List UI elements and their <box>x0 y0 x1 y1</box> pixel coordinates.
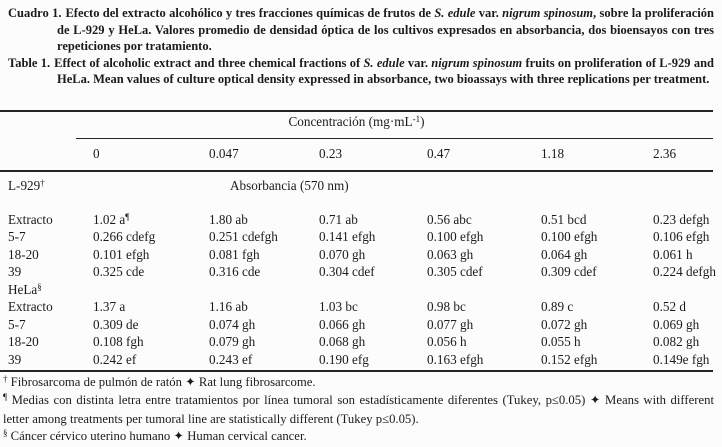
concentration-heading-text: Concentración (mg·mL <box>288 114 413 129</box>
species-name-italic: S. edule <box>434 6 476 20</box>
table-cell: 0.106 efgh <box>653 229 710 244</box>
table-cell: 0.243 ef <box>209 352 253 367</box>
footnote-text: Cáncer cérvico uterino humano ✦ Human cervical cancer. <box>7 429 307 444</box>
table-cell: 0.152 efgh <box>541 352 598 367</box>
section-footnote-marker: § <box>3 427 8 438</box>
table-cell: 0.056 h <box>427 334 467 349</box>
caption-english-text: Effect of alcoholic extract and three chemical fractions of <box>54 55 364 70</box>
section-header-hela <box>0 281 722 298</box>
table-cell: 0.316 cde <box>209 264 261 279</box>
row-label: 39 <box>8 264 22 279</box>
table-cell: 0.066 gh <box>319 317 366 332</box>
table-cell: 1.03 bc <box>319 299 358 314</box>
table-row <box>0 316 722 333</box>
cell-line-name: HeLa <box>8 282 38 297</box>
concentration-heading <box>0 113 713 130</box>
section-footnote-marker: § <box>37 281 42 292</box>
row-label: 5-7 <box>8 229 26 244</box>
section-header-l929 <box>0 177 722 194</box>
pilcrow-footnote-marker: ¶ <box>3 391 8 402</box>
table-cell: 0.100 efgh <box>427 229 484 244</box>
table-cell: 0.52 d <box>653 299 686 314</box>
table-row <box>0 211 722 228</box>
concentration-values-row <box>0 145 722 162</box>
table-cell: 0.055 h <box>541 334 581 349</box>
cell-value: 1.02 a <box>93 212 126 227</box>
caption-english-label: Table 1. <box>8 55 51 70</box>
column-header: 0.47 <box>427 146 451 161</box>
table-cell: 0.077 gh <box>427 317 474 332</box>
table-cell: 0.082 gh <box>653 334 700 349</box>
row-label: Extracto <box>8 212 53 227</box>
species-name-italic: S. edule <box>363 55 405 70</box>
table-cell: 0.251 cdefgh <box>209 229 278 244</box>
table-cell: 0.56 abc <box>427 212 472 227</box>
table-cell: 1.37 a <box>93 299 126 314</box>
footnote-text: Medias con distinta letra entre tratamientos por línea tumoral son estadísticamente diferentes (Tukey, p≤0.05) ✦ Means with different letter among treatments per tumoral line are statistically different (Tukey p≤0.05). <box>3 393 714 426</box>
table-row <box>0 263 722 280</box>
table-cell: 0.51 bcd <box>541 212 587 227</box>
table-cell: 0.304 cdef <box>319 264 375 279</box>
table-cell: 0.063 gh <box>427 247 474 262</box>
caption-english <box>8 55 714 88</box>
caption-block <box>8 5 714 107</box>
caption-spanish-text: , sobre la proliferación de L-929 y HeLa. Valores promedio de densidad óptica de los cultivos expresados en absorbancia, dos bioensayos con tres repeticiones por tratamiento. <box>57 6 714 54</box>
section-label <box>8 177 45 196</box>
column-header: 0.23 <box>319 146 343 161</box>
footnotes-block <box>3 374 714 447</box>
table-bottom-rule <box>0 370 713 372</box>
table-cell: 0.064 gh <box>541 247 588 262</box>
pilcrow-footnote-marker: ¶ <box>125 211 130 222</box>
table-cell: 0.149e fgh <box>653 352 710 367</box>
table-cell: 0.101 efgh <box>93 247 150 262</box>
table-cell: 0.070 gh <box>319 247 366 262</box>
table-row <box>0 333 722 350</box>
caption-english-text: var. <box>404 55 432 70</box>
table-row <box>0 228 722 245</box>
concentration-heading-text: ) <box>420 114 425 129</box>
table-cell: 0.108 fgh <box>93 334 144 349</box>
table-cell: 0.081 fgh <box>209 247 260 262</box>
caption-spanish-label: Cuadro 1. <box>8 6 62 20</box>
table-cell: 0.061 h <box>653 247 693 262</box>
table-cell: 0.141 efgh <box>319 229 376 244</box>
row-label: 18-20 <box>8 247 39 262</box>
table-cell: 0.190 efg <box>319 352 369 367</box>
footnote-pilcrow <box>3 392 714 428</box>
absorbance-note: Absorbancia (570 nm) <box>230 178 349 193</box>
row-label: 18-20 <box>8 334 39 349</box>
table-cell: 1.80 ab <box>209 212 248 227</box>
caption-english-text: fruits on proliferation of L-929 and HeLa. Mean values of culture optical density expressed in absorbance, two bioassays with three replications per treatment. <box>57 55 714 87</box>
dagger-footnote-marker: † <box>40 177 45 188</box>
caption-spanish <box>8 5 714 55</box>
table-row <box>0 298 722 315</box>
table-row <box>0 246 722 263</box>
table-cell: 0.71 ab <box>319 212 358 227</box>
table-cell: 0.98 bc <box>427 299 466 314</box>
column-header: 0.047 <box>209 146 239 161</box>
table-cell: 0.163 efgh <box>427 352 484 367</box>
table-cell: 0.325 cde <box>93 264 145 279</box>
row-label: Extracto <box>8 299 53 314</box>
concentration-spanner-rule <box>76 138 713 139</box>
table-cell: 0.89 c <box>541 299 574 314</box>
column-header: 0 <box>93 146 100 161</box>
table-cell: 0.242 ef <box>93 352 137 367</box>
superscript-exponent: -1 <box>412 113 421 124</box>
table-cell: 0.309 de <box>93 317 139 332</box>
header-bottom-rule <box>0 170 713 172</box>
caption-spanish-text: Efecto del extracto alcohólico y tres fracciones químicas de frutos de <box>65 6 435 20</box>
table-cell: 0.266 cdefg <box>93 229 156 244</box>
table-row <box>0 351 722 368</box>
table-cell: 0.23 defgh <box>653 212 710 227</box>
table-cell: 0.072 gh <box>541 317 588 332</box>
dagger-footnote-marker: † <box>3 373 8 384</box>
caption-spanish-text: var. <box>475 6 503 20</box>
table-cell: 0.079 gh <box>209 334 256 349</box>
table-cell: 0.305 cdef <box>427 264 483 279</box>
variety-name-italic: nigrum spinosum <box>431 55 523 70</box>
table-cell: 0.074 gh <box>209 317 256 332</box>
footnote-dagger <box>3 374 714 392</box>
variety-name-italic: nigrum spinosum <box>502 6 594 20</box>
footnote-text: Fibrosarcoma de pulmón de ratón ✦ Rat lung fibrosarcome. <box>7 375 316 389</box>
table-cell: 0.309 cdef <box>541 264 597 279</box>
table-top-rule <box>0 110 713 112</box>
cell-line-name: L-929 <box>8 178 41 193</box>
table-cell: 0.069 gh <box>653 317 700 332</box>
row-label: 5-7 <box>8 317 26 332</box>
column-header: 1.18 <box>541 146 565 161</box>
row-label: 39 <box>8 352 22 367</box>
table-cell: 0.224 defgh <box>653 264 716 279</box>
table-cell: 0.068 gh <box>319 334 366 349</box>
table-cell: 0.100 efgh <box>541 229 598 244</box>
table-cell: 1.16 ab <box>209 299 248 314</box>
column-header: 2.36 <box>653 146 677 161</box>
